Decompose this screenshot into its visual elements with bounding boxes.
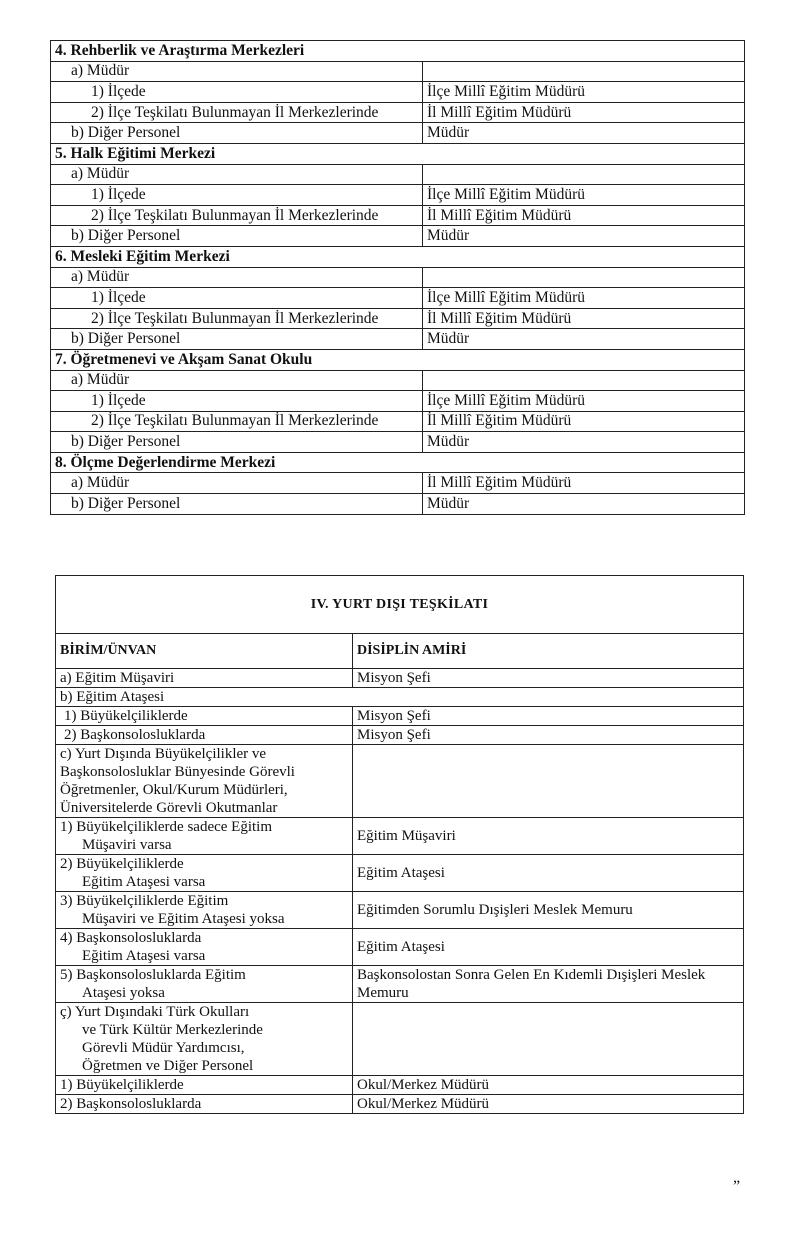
- unit-cell: 1) Büyükelçiliklerde: [56, 707, 353, 726]
- table-header-row: [56, 634, 744, 669]
- authority-cell: Müdür: [423, 123, 745, 144]
- position-cell: a) Müdür: [51, 473, 423, 494]
- authority-cell: Müdür: [423, 329, 745, 350]
- table-row: [51, 494, 745, 515]
- unit-line: 3) Büyükelçiliklerde Eğitim: [60, 893, 229, 909]
- unit-cell: [56, 929, 353, 966]
- unit-line: ve Türk Kültür Merkezlerinde: [82, 1022, 263, 1038]
- table-row: [51, 370, 745, 391]
- table-row: [51, 123, 745, 144]
- table-row: [56, 855, 744, 892]
- authority-cell: [353, 1003, 744, 1076]
- table-row: [56, 966, 744, 1003]
- unit-line: ç) Yurt Dışındaki Türk Okulları: [60, 1004, 250, 1020]
- unit-cell: [56, 818, 353, 855]
- section-title: 4. Rehberlik ve Araştırma Merkezleri: [51, 41, 745, 62]
- unit-cell: [56, 1003, 353, 1076]
- position-cell: 1) İlçede: [51, 391, 423, 412]
- unit-line: Ataşesi yoksa: [82, 985, 165, 1001]
- position-cell: b) Diğer Personel: [51, 432, 423, 453]
- position-cell: b) Diğer Personel: [51, 226, 423, 247]
- table-row: [56, 818, 744, 855]
- unit-line: Eğitim Ataşesi varsa: [82, 874, 206, 890]
- position-cell: b) Diğer Personel: [51, 494, 423, 515]
- authority-cell: İl Millî Eğitim Müdürü: [423, 308, 745, 329]
- authority-cell: Eğitim Müşaviri: [353, 818, 744, 855]
- authority-cell: Misyon Şefi: [353, 707, 744, 726]
- authority-cell: Başkonsolostan Sonra Gelen En Kıdemli Dışişleri Meslek Memuru: [353, 966, 744, 1003]
- authority-cell: Misyon Şefi: [353, 669, 744, 688]
- position-cell: 1) İlçede: [51, 82, 423, 103]
- column-header-unit: BİRİM/ÜNVAN: [56, 634, 353, 669]
- table-row: [56, 892, 744, 929]
- table-row: [56, 1076, 744, 1095]
- authority-cell: [423, 61, 745, 82]
- unit-line: Eğitim Ataşesi varsa: [82, 948, 206, 964]
- authority-cell: Müdür: [423, 432, 745, 453]
- unit-line: 5) Başkonsolosluklarda Eğitim: [60, 967, 246, 983]
- section-title: 8. Ölçme Değerlendirme Merkezi: [51, 452, 745, 473]
- table-title-row: [56, 576, 744, 634]
- unit-cell: 2) Başkonsolosluklarda: [56, 726, 353, 745]
- authority-cell: [353, 745, 744, 818]
- unit-line: 1) Büyükelçiliklerde sadece Eğitim: [60, 819, 273, 835]
- section-row: [51, 349, 745, 370]
- table-row: [51, 288, 745, 309]
- unit-cell: b) Eğitim Ataşesi: [56, 688, 744, 707]
- authority-cell: İlçe Millî Eğitim Müdürü: [423, 185, 745, 206]
- unit-line: 2) Büyükelçiliklerde: [60, 856, 184, 872]
- position-cell: a) Müdür: [51, 61, 423, 82]
- table-row: [51, 205, 745, 226]
- authority-cell: [423, 370, 745, 391]
- table-row: [51, 267, 745, 288]
- closing-quote: ”: [733, 1178, 741, 1195]
- table-overseas-organization: [55, 575, 744, 1114]
- table-row: [51, 411, 745, 432]
- authority-cell: İl Millî Eğitim Müdürü: [423, 473, 745, 494]
- section-row: [51, 41, 745, 62]
- position-cell: a) Müdür: [51, 267, 423, 288]
- unit-cell: 2) Başkonsolosluklarda: [56, 1095, 353, 1114]
- authority-cell: Misyon Şefi: [353, 726, 744, 745]
- table-row: [56, 669, 744, 688]
- authority-cell: Müdür: [423, 494, 745, 515]
- table-row: [51, 432, 745, 453]
- authority-cell: İlçe Millî Eğitim Müdürü: [423, 288, 745, 309]
- table-row: [51, 102, 745, 123]
- unit-cell: [56, 892, 353, 929]
- unit-line: 4) Başkonsolosluklarda: [60, 930, 202, 946]
- authority-cell: Eğitim Ataşesi: [353, 855, 744, 892]
- table-row: [51, 226, 745, 247]
- section-title: 5. Halk Eğitimi Merkezi: [51, 143, 745, 164]
- authority-cell: Okul/Merkez Müdürü: [353, 1095, 744, 1114]
- table-local-units: [50, 40, 745, 515]
- position-cell: 2) İlçe Teşkilatı Bulunmayan İl Merkezlerinde: [51, 102, 423, 123]
- authority-cell: İlçe Millî Eğitim Müdürü: [423, 391, 745, 412]
- position-cell: 2) İlçe Teşkilatı Bulunmayan İl Merkezlerinde: [51, 308, 423, 329]
- section-title: 7. Öğretmenevi ve Akşam Sanat Okulu: [51, 349, 745, 370]
- table-row: [56, 1095, 744, 1114]
- table-row: [51, 308, 745, 329]
- authority-cell: [423, 267, 745, 288]
- section-row: [51, 452, 745, 473]
- position-cell: 1) İlçede: [51, 288, 423, 309]
- position-cell: a) Müdür: [51, 164, 423, 185]
- unit-line: Öğretmen ve Diğer Personel: [82, 1058, 254, 1074]
- authority-cell: Eğitim Ataşesi: [353, 929, 744, 966]
- table-row: [51, 61, 745, 82]
- authority-cell: İl Millî Eğitim Müdürü: [423, 102, 745, 123]
- authority-cell: [423, 164, 745, 185]
- authority-cell: Müdür: [423, 226, 745, 247]
- position-cell: 2) İlçe Teşkilatı Bulunmayan İl Merkezlerinde: [51, 411, 423, 432]
- table-row: [51, 82, 745, 103]
- unit-cell: a) Eğitim Müşaviri: [56, 669, 353, 688]
- table-row: [51, 473, 745, 494]
- table-row: [56, 707, 744, 726]
- position-cell: b) Diğer Personel: [51, 329, 423, 350]
- table-row: [51, 391, 745, 412]
- column-header-authority: DİSİPLİN AMİRİ: [353, 634, 744, 669]
- unit-cell: [56, 855, 353, 892]
- table-row: [51, 185, 745, 206]
- unit-line: Müşaviri varsa: [82, 837, 172, 853]
- position-cell: 1) İlçede: [51, 185, 423, 206]
- table-row: [51, 329, 745, 350]
- section-row: [51, 246, 745, 267]
- authority-cell: Eğitimden Sorumlu Dışişleri Meslek Memuru: [353, 892, 744, 929]
- unit-cell: 1) Büyükelçiliklerde: [56, 1076, 353, 1095]
- section-row: [51, 143, 745, 164]
- table-row: [56, 688, 744, 707]
- section-title: 6. Mesleki Eğitim Merkezi: [51, 246, 745, 267]
- unit-line: Müşaviri ve Eğitim Ataşesi yoksa: [82, 911, 285, 927]
- table-row: [56, 726, 744, 745]
- unit-cell: [56, 966, 353, 1003]
- unit-line: Görevli Müdür Yardımcısı,: [82, 1040, 245, 1056]
- unit-cell: c) Yurt Dışında Büyükelçilikler ve Başkonsolosluklar Bünyesinde Görevli Öğretmenler, Okul/Kurum Müdürleri, Üniversitelerde Görevli Okutmanlar: [56, 745, 353, 818]
- table-row: [51, 164, 745, 185]
- authority-cell: İl Millî Eğitim Müdürü: [423, 205, 745, 226]
- table-row: [56, 1003, 744, 1076]
- table-row: [56, 929, 744, 966]
- position-cell: b) Diğer Personel: [51, 123, 423, 144]
- authority-cell: İlçe Millî Eğitim Müdürü: [423, 82, 745, 103]
- authority-cell: Okul/Merkez Müdürü: [353, 1076, 744, 1095]
- position-cell: a) Müdür: [51, 370, 423, 391]
- table-row: [56, 745, 744, 818]
- table-title: IV. YURT DIŞI TEŞKİLATI: [56, 576, 744, 634]
- position-cell: 2) İlçe Teşkilatı Bulunmayan İl Merkezlerinde: [51, 205, 423, 226]
- authority-cell: İl Millî Eğitim Müdürü: [423, 411, 745, 432]
